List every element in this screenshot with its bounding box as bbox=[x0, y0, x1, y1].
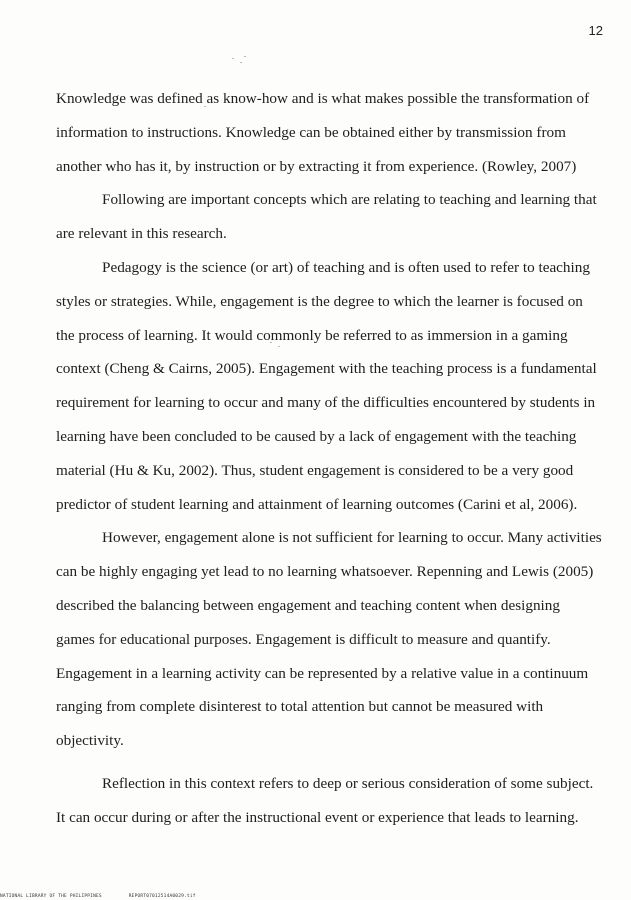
paragraph-pedagogy-engagement: Pedagogy is the science (or art) of teaching and is often used to refer to teaching styles or strategies. While, engagement is the degree to which the learner is focused on the process of learning. It would commonly be referred to as immersion in a gaming context (Cheng & Cairns, 2005). Engagement with the teaching process is a fundamental requirement for learning to occur and many of the difficulties encountered by students in learning have been concluded to be caused by a lack of engagement with the teaching material (Hu & Ku, 2002). Thus, student engagement is considered to be a very good predictor of student learning and attainment of learning outcomes (Carini et al, 2006). bbox=[56, 258, 597, 513]
scan-footer-stamp bbox=[0, 894, 220, 899]
page-number: 12 bbox=[588, 23, 603, 38]
paragraph-reflection: Reflection in this context refers to deep or serious consideration of some subject. It can occur during or after the instructional event or experience that leads to learning. bbox=[56, 774, 594, 826]
scan-speck bbox=[240, 62, 242, 63]
document-body bbox=[56, 82, 602, 835]
footer-file-name: REPORT07012514A0029.tif bbox=[128, 894, 196, 899]
paragraph-engagement-limits: However, engagement alone is not sufficient for learning to occur. Many activities can be highly engaging yet lead to no learning whatsoever. Repenning and Lewis (2005) described the balancing between engagement and teaching content when designing games for educational purposes. Engagement is difficult to measure and quantify. Engagement in a learning activity can be represented by a relative value in a continuum ranging from complete disinterest to total attention but cannot be measured with objectivity. bbox=[56, 529, 602, 750]
paragraph-knowledge: Knowledge was defined as know-how and is what makes possible the transformation of information to instructions. Knowledge can be obtained either by transmission from another who has it, by instruction or by extracting it from experience. (Rowley, 2007) bbox=[56, 90, 590, 175]
scan-speck bbox=[244, 56, 246, 57]
scan-speck bbox=[232, 58, 234, 59]
footer-library-name: NATIONAL LIBRARY OF THE PHILIPPINES bbox=[0, 894, 102, 899]
paragraph-concepts-intro: Following are important concepts which are relating to teaching and learning that are relevant in this research. bbox=[56, 191, 597, 243]
